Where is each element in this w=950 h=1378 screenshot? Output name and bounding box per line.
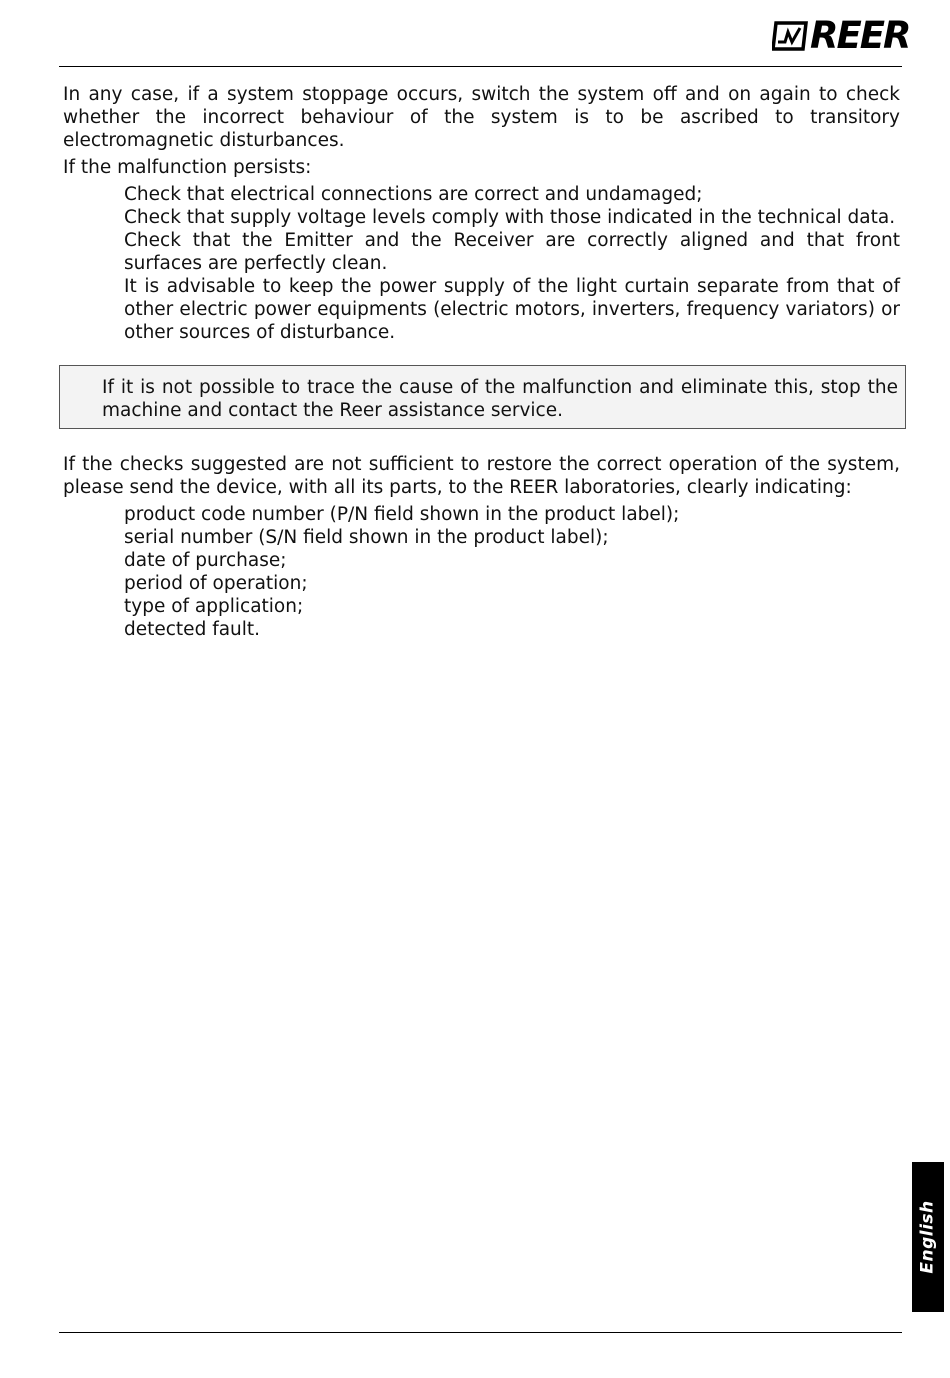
list-item: serial number (S/N field shown in the product label); (124, 527, 609, 548)
list-item: date of purchase; (124, 550, 287, 571)
language-label: English (918, 1200, 939, 1274)
brand-name: REER (810, 14, 910, 57)
language-tab (912, 1162, 944, 1312)
list-item: It is advisable to keep the power supply of the light curtain separate from that of other electric power equipments (electric motors, inverters, frequency variators) or other sources of disturbance. (124, 276, 900, 343)
closing-paragraph: If the checks suggested are not sufficient to restore the correct operation of the system, please send the device, with all its parts, to the REER laboratories, clearly indicating: (63, 454, 900, 498)
list-item: period of operation; (124, 573, 308, 594)
footer-divider (59, 1332, 902, 1333)
list-item: product code number (P/N field shown in the product label); (124, 504, 680, 525)
persist-lead-text: If the malfunction persists: (63, 157, 312, 178)
list-item: Check that the Emitter and the Receiver are correctly aligned and that front surfaces are perfectly clean. (124, 230, 900, 274)
page-content (63, 83, 900, 641)
list-item: Check that electrical connections are correct and undamaged; (124, 184, 703, 205)
check-list (63, 183, 900, 344)
notice-box: If it is not possible to trace the cause of the malfunction and eliminate this, stop the machine and contact the Reer assistance service. (59, 365, 906, 429)
header-divider (59, 66, 902, 67)
list-item: detected fault. (124, 619, 261, 640)
list-item: Check that supply voltage levels comply with those indicated in the technical data. (124, 207, 896, 228)
reer-logo (772, 16, 910, 56)
intro-paragraph: In any case, if a system stoppage occurs, switch the system off and on again to check whether the incorrect behaviour of the system is to be ascribed to transitory electromagnetic disturbances. (63, 84, 900, 151)
list-item: type of application; (124, 596, 304, 617)
reer-logo-icon (772, 20, 808, 52)
info-list (63, 503, 900, 641)
